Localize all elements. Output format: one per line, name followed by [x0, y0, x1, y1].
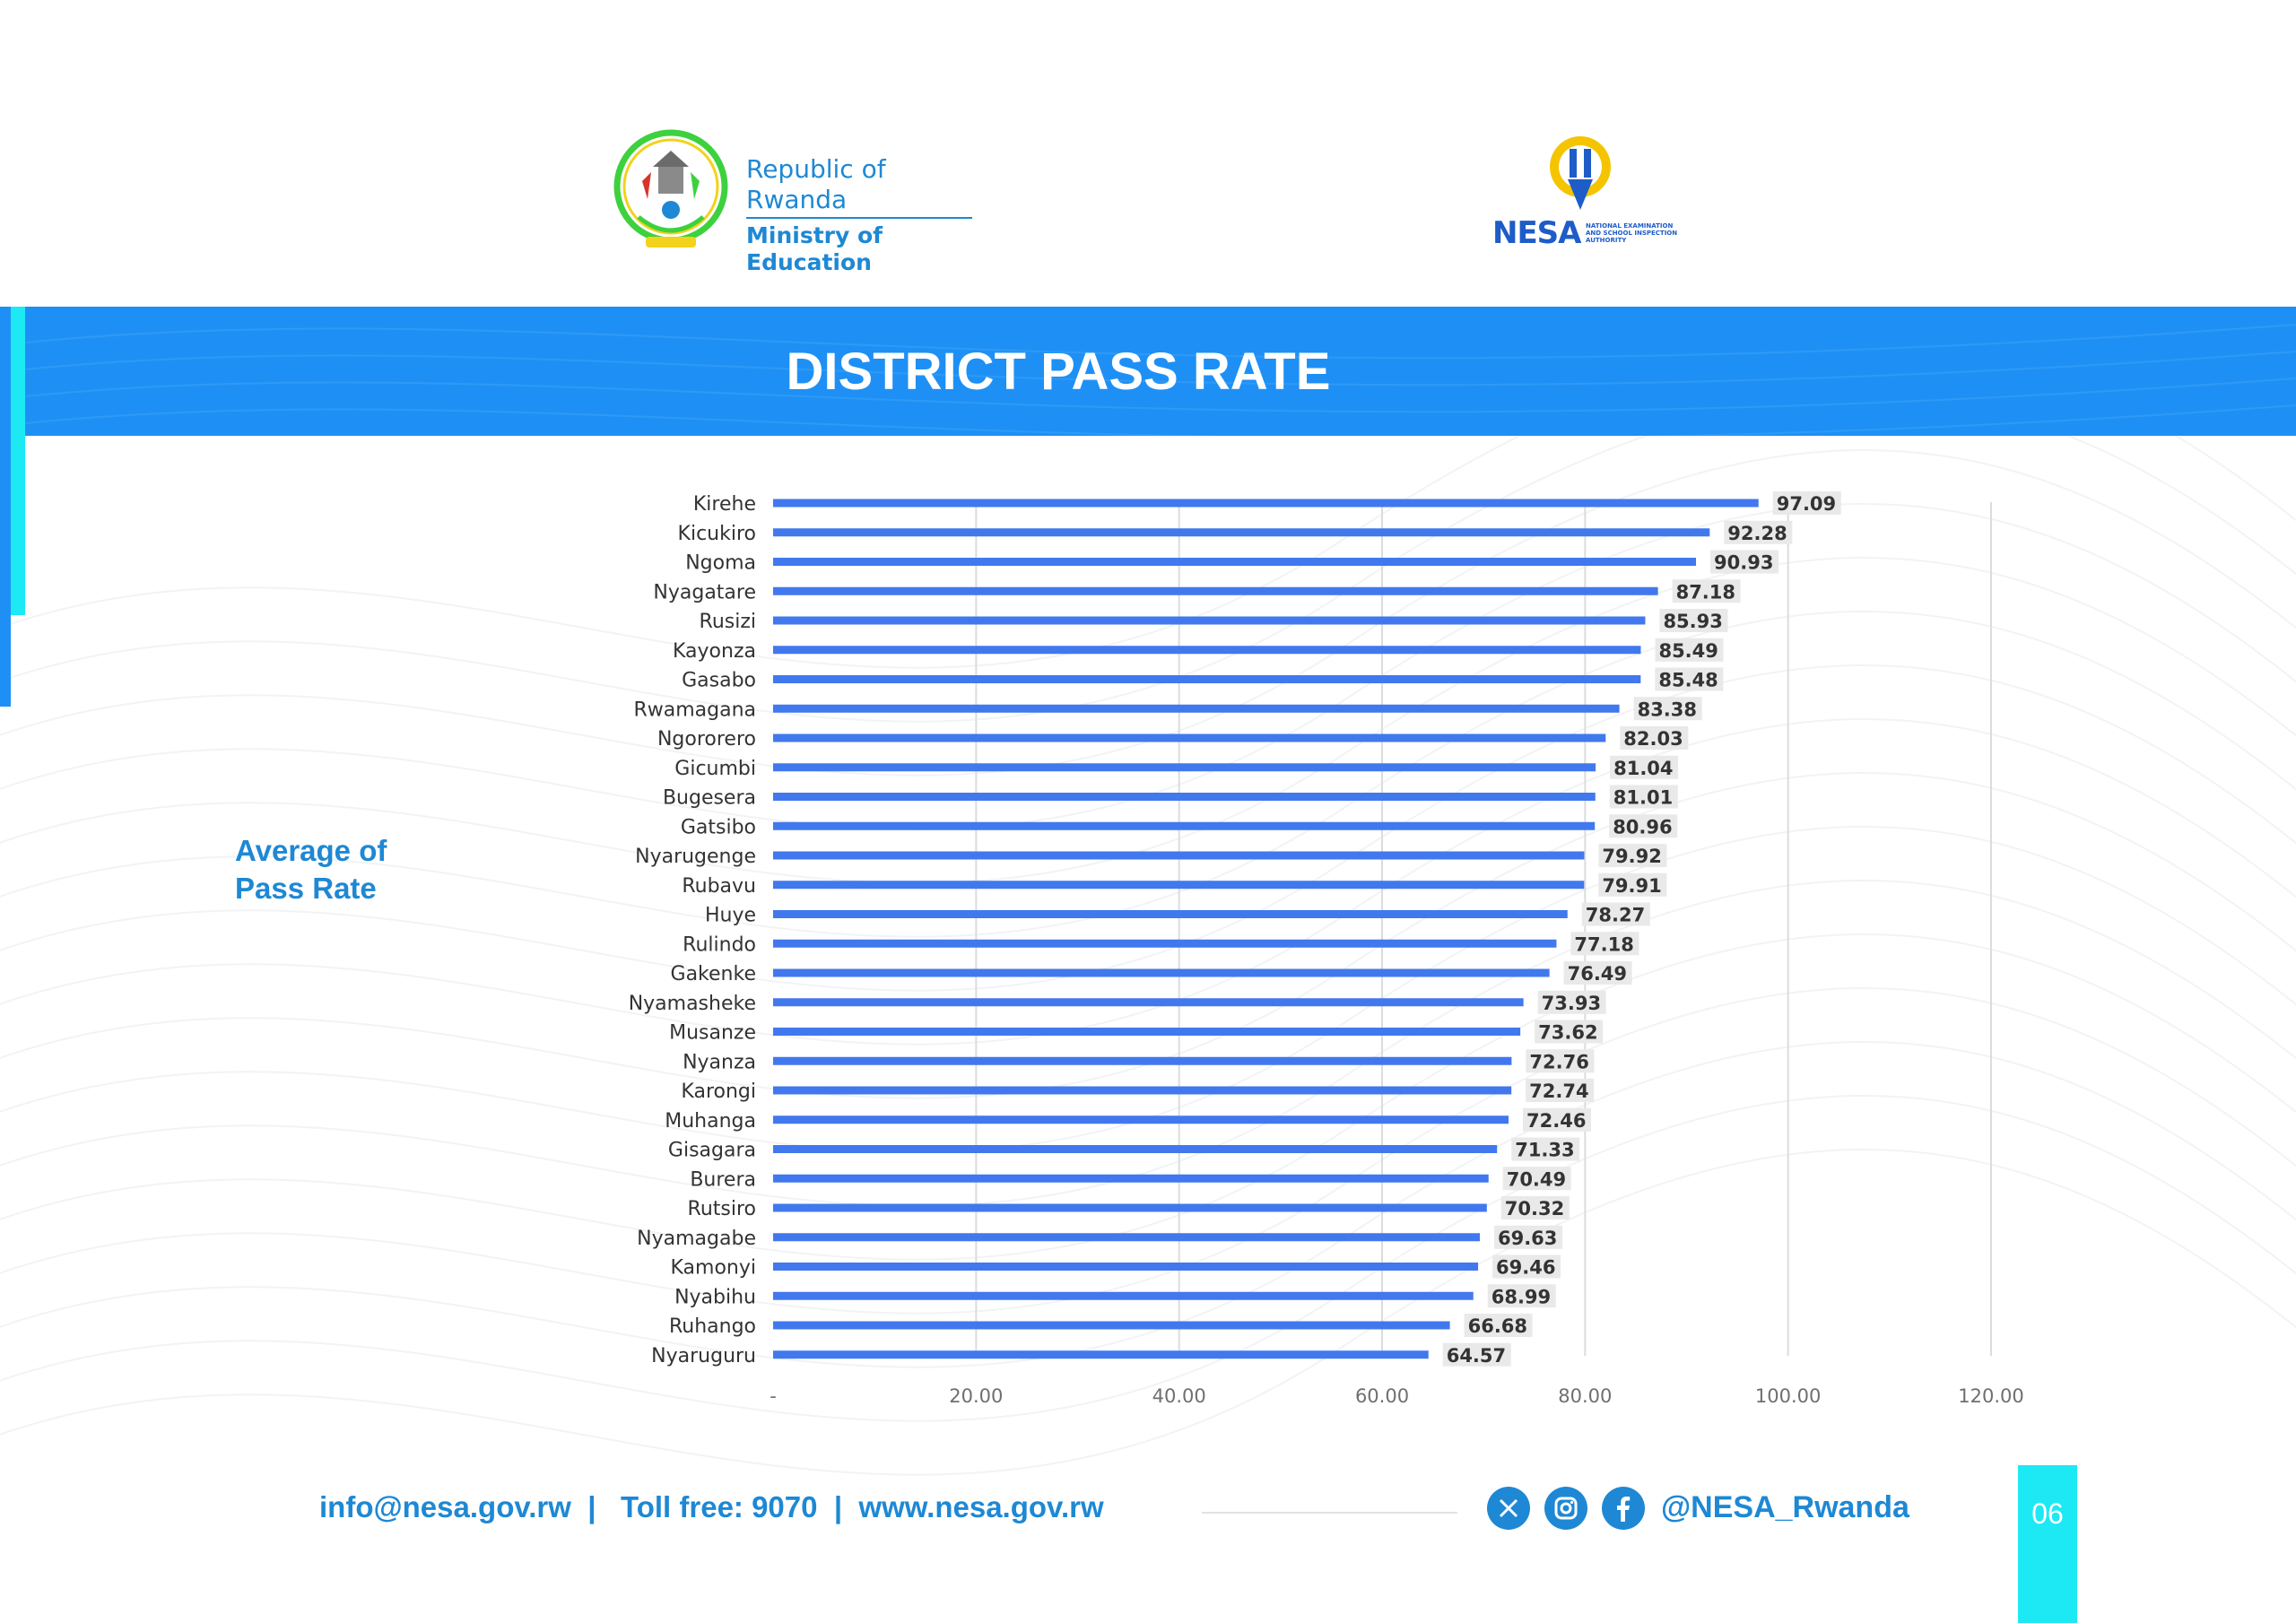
category-label: Rutsiro	[687, 1198, 756, 1220]
value-label: 92.28	[1727, 522, 1787, 544]
bar	[773, 675, 1640, 683]
bar	[773, 558, 1696, 566]
value-label: 68.99	[1491, 1286, 1552, 1308]
category-label: Gicumbi	[674, 757, 756, 780]
social-handle[interactable]: @NESA_Rwanda	[1661, 1490, 1909, 1524]
footer	[0, 1453, 2296, 1578]
x-tick-label: -	[770, 1385, 777, 1407]
value-label: 76.49	[1567, 963, 1628, 985]
category-label: Gasabo	[682, 669, 756, 692]
bar	[773, 940, 1556, 948]
value-label: 97.09	[1776, 493, 1837, 515]
category-label: Karongi	[681, 1081, 756, 1103]
footer-contact-info: info@nesa.gov.rw | Toll free: 9070 | www.nesa.gov.rw	[319, 1490, 1104, 1523]
category-label: Nyamasheke	[628, 992, 756, 1015]
category-label: Rubavu	[682, 874, 756, 898]
bar	[773, 1175, 1489, 1183]
bar	[773, 852, 1584, 860]
x-tick-label: 80.00	[1558, 1385, 1613, 1407]
category-label: Ngoma	[685, 551, 756, 575]
bar	[773, 499, 1759, 508]
value-label: 85.49	[1658, 639, 1718, 662]
value-label: 66.68	[1467, 1315, 1528, 1337]
chart-bars	[773, 499, 1759, 1359]
category-label: Burera	[690, 1168, 756, 1192]
bar	[773, 1292, 1474, 1300]
ministry-line-education: Ministry of Education	[746, 222, 883, 275]
category-label: Ruhango	[668, 1315, 756, 1338]
footer-divider	[1202, 1512, 1457, 1514]
ministry-line-republic: Republic of Rwanda	[746, 154, 886, 214]
page-title: DISTRICT PASS RATE	[786, 342, 1331, 401]
bar	[773, 910, 1568, 918]
value-label: 69.46	[1496, 1256, 1556, 1279]
value-label: 77.18	[1574, 933, 1634, 956]
bar	[773, 1115, 1509, 1124]
page-number-tab	[2018, 1465, 2077, 1623]
bar	[773, 1263, 1478, 1271]
value-label: 83.38	[1637, 699, 1698, 721]
category-label: Kirehe	[692, 493, 756, 516]
bar	[773, 969, 1550, 977]
bar	[773, 1350, 1429, 1358]
category-label: Gisagara	[667, 1139, 756, 1162]
category-label: Nyagatare	[653, 581, 756, 604]
value-label: 69.63	[1497, 1227, 1558, 1249]
category-label: Nyarugenge	[635, 846, 756, 868]
x-tick-label: 120.00	[1958, 1385, 2024, 1407]
category-label: Ngororero	[657, 728, 756, 751]
x-tick-label: 40.00	[1152, 1385, 1206, 1407]
value-label: 82.03	[1623, 728, 1683, 750]
value-label: 80.96	[1613, 816, 1673, 838]
value-label: 70.49	[1506, 1168, 1567, 1191]
chart-x-tick-labels	[770, 1385, 2024, 1407]
value-label: 78.27	[1585, 904, 1646, 926]
value-label: 71.33	[1515, 1139, 1575, 1161]
category-label: Huye	[704, 904, 756, 927]
value-label: 70.32	[1504, 1198, 1565, 1219]
bar	[773, 763, 1596, 771]
category-label: Rwamagana	[633, 699, 756, 722]
category-label: Nyaruguru	[651, 1344, 756, 1367]
chart-category-labels	[629, 493, 756, 1367]
bar	[773, 793, 1596, 801]
x-tick-label: 100.00	[1754, 1385, 1822, 1407]
category-label: Gatsibo	[680, 816, 756, 839]
bar	[773, 646, 1640, 654]
value-label: 81.01	[1613, 786, 1674, 809]
bar	[773, 528, 1709, 536]
bar	[773, 822, 1595, 830]
category-label: Kamonyi	[670, 1256, 756, 1280]
value-label: 72.46	[1526, 1109, 1587, 1132]
bar	[773, 1087, 1511, 1095]
category-label: Kayonza	[673, 639, 756, 663]
bar	[773, 705, 1620, 713]
bar	[773, 617, 1645, 625]
x-tick-label: 20.00	[949, 1385, 1004, 1407]
category-label: Nyamagabe	[637, 1227, 756, 1250]
value-label: 79.91	[1602, 874, 1662, 897]
bar	[773, 734, 1605, 742]
chart-gridlines	[976, 502, 1991, 1356]
category-label: Nyanza	[683, 1051, 756, 1074]
value-label: 79.92	[1602, 846, 1662, 867]
facebook-icon[interactable]	[1602, 1487, 1645, 1530]
category-label: Nyabihu	[674, 1286, 756, 1309]
value-label: 85.48	[1658, 669, 1718, 691]
x-tick-label: 60.00	[1354, 1385, 1410, 1407]
page-number: 06	[2031, 1497, 2064, 1530]
category-label: Gakenke	[670, 963, 756, 985]
bar	[773, 587, 1658, 595]
nesa-wordmark: NESA	[1492, 215, 1581, 251]
value-label: 64.57	[1446, 1344, 1507, 1367]
value-label: 81.04	[1613, 757, 1674, 779]
value-label: 85.93	[1663, 611, 1723, 632]
bar	[773, 881, 1584, 889]
category-label: Rusizi	[699, 611, 756, 633]
bar	[773, 998, 1524, 1006]
x-twitter-icon[interactable]	[1487, 1487, 1530, 1530]
bar	[773, 1233, 1480, 1241]
value-label: 87.18	[1675, 581, 1736, 603]
value-label: 73.62	[1538, 1021, 1598, 1044]
nesa-tagline: NATIONAL EXAMINATION AND SCHOOL INSPECTION AUTHORITY	[1586, 222, 1678, 244]
value-label: 72.74	[1529, 1081, 1589, 1102]
bar	[773, 1145, 1497, 1153]
category-label: Rulindo	[683, 933, 756, 957]
bar	[773, 1028, 1520, 1036]
side-label-line2: Pass Rate	[235, 872, 377, 905]
instagram-icon[interactable]	[1544, 1487, 1587, 1530]
value-label: 90.93	[1714, 551, 1774, 574]
category-label: Kicukiro	[677, 522, 756, 545]
category-label: Bugesera	[662, 786, 756, 810]
value-label: 72.76	[1529, 1051, 1589, 1073]
category-label: Muhanga	[665, 1109, 756, 1133]
side-label-line1: Average of	[235, 834, 387, 867]
bar	[773, 1204, 1487, 1212]
category-label: Musanze	[669, 1021, 756, 1045]
bar	[773, 1322, 1450, 1330]
bar	[773, 1057, 1511, 1065]
value-label: 73.93	[1541, 992, 1602, 1014]
